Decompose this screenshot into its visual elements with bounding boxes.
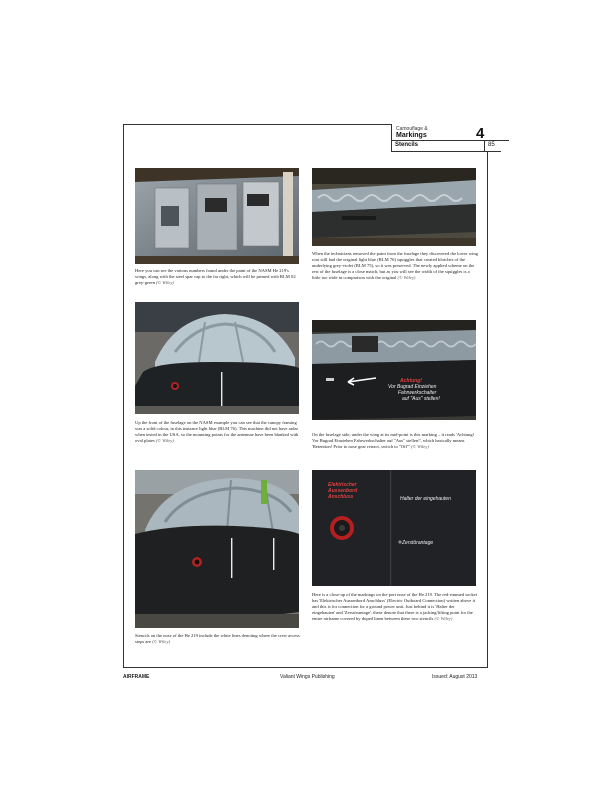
photo-fuselage-warning (312, 320, 476, 420)
caption-nose-stencils (135, 633, 300, 645)
footer-series-name: AIRFRAME (123, 674, 150, 680)
caption-port-nose-closeup-text: Here is a close-up of the markings on the port nose of the He 219. The red-rimmed socket has 'Elektrischer Aussenbord Anschluss' (Electric Outboard Connection) written above it and this is for connection for a ground power unit. Just behind it is 'Halter der eingehauten' and 'Zerstörantage', these denote that there is a jacking/lifting point for the entire airframe covered by doped linen between these two stencils (312, 592, 477, 621)
caption-wing-numbers-credit: (© Wiley) (156, 280, 174, 285)
caption-nose-stencils-credit: (© Wiley) (152, 639, 171, 644)
caption-fuselage-warning-credit: (© Wiley) (410, 444, 429, 449)
caption-fuselage-warning-text: On the fuselage side, under the wing at its mid-point is this marking – it reads 'Achtung! Vor Bugrad Einziehen Fahrwerkschalter auf "Aus" stellen!', which basically means 'Retention! Prior to nose gear retract, switch to "Off"' (312, 432, 475, 449)
fuselage-stencil-line-1: Achtung! (400, 378, 422, 384)
caption-canopy-front-credit: (© Wiley) (155, 438, 174, 443)
photo-wing-root-image (312, 168, 476, 246)
subsection-title: Stencils (395, 142, 419, 148)
nose-stencil-line-2: Aussenbord (328, 488, 358, 494)
caption-wing-root-text: When the technicians removed the paint from the fuselage they discovered the lower wing root still had the original light blue (RLM 76) squiggles that created blotches of the underlying grey-violet (RLM 75), so it was preserved. The newly applied scheme on the rest of the fuselage is a close match, but as you will see the width of the squiggles is a little too wide in comparison with the original (312, 251, 478, 280)
section-title: Markings (396, 132, 427, 139)
caption-nose-stencils-text: Stencils on the nose of the He 219 include the white lines denoting where the crew access steps are (135, 633, 300, 644)
footer-publisher: Valiant Wings Publishing (280, 674, 335, 680)
photo-wing-numbers-image (135, 168, 299, 264)
caption-wing-root-credit: (© Wiley) (397, 275, 416, 280)
nose-stencil-line-1: Elektrischer (328, 482, 357, 488)
caption-wing-numbers-text: Here you can see the various numbers found under the paint of the NASM He 219's wings, along with the steel spar cap to the far right, which will be primed with RLM 02 grey-green (135, 268, 296, 285)
caption-wing-numbers (135, 268, 300, 286)
photo-nose-stencils-image (135, 470, 299, 628)
fuselage-stencil-line-3: Fahrwerkschalter (398, 390, 437, 396)
chapter-number: 4 (476, 125, 485, 142)
caption-wing-root (312, 251, 478, 281)
caption-port-nose-closeup-credit: (© Wiley) (434, 616, 453, 621)
photo-wing-root (312, 168, 476, 246)
photo-canopy-front (135, 302, 299, 414)
photo-canopy-front-image (135, 302, 299, 414)
fuselage-stencil-line-4: auf "Aus" stellen! (402, 396, 440, 402)
caption-canopy-front (135, 420, 300, 444)
caption-port-nose-closeup (312, 592, 478, 622)
nose-stencil-line-3: Anschluss (328, 494, 354, 500)
header-divider (484, 141, 485, 152)
caption-fuselage-warning (312, 432, 478, 450)
subsection-row (391, 140, 509, 151)
nose-stencil-line-5: Zerstörantage (402, 540, 434, 546)
page-number: 85 (488, 142, 495, 148)
photo-port-nose-closeup-image (312, 470, 476, 586)
photo-wing-numbers (135, 168, 299, 264)
caption-canopy-front-text: Up the front of the fuselage on the NASM example you can see that the canopy framing was a solid colour, in this instance light blue (RLM 76). This machine did not have radar when tested in the USA, so the mounting points for the antennae have been blanked with oval plates (135, 420, 299, 443)
photo-nose-stencils (135, 470, 299, 628)
footer-issue-date: Issued: August 2013 (432, 674, 478, 680)
fuselage-stencil-line-2: Vor Bugrad Einziehen (388, 384, 437, 390)
photo-port-nose-closeup (312, 470, 476, 586)
section-small-label: Camouflage & (396, 126, 428, 132)
photo-fuselage-warning-image (312, 320, 476, 420)
nose-stencil-line-4: Halter der eingehauten (400, 496, 451, 502)
